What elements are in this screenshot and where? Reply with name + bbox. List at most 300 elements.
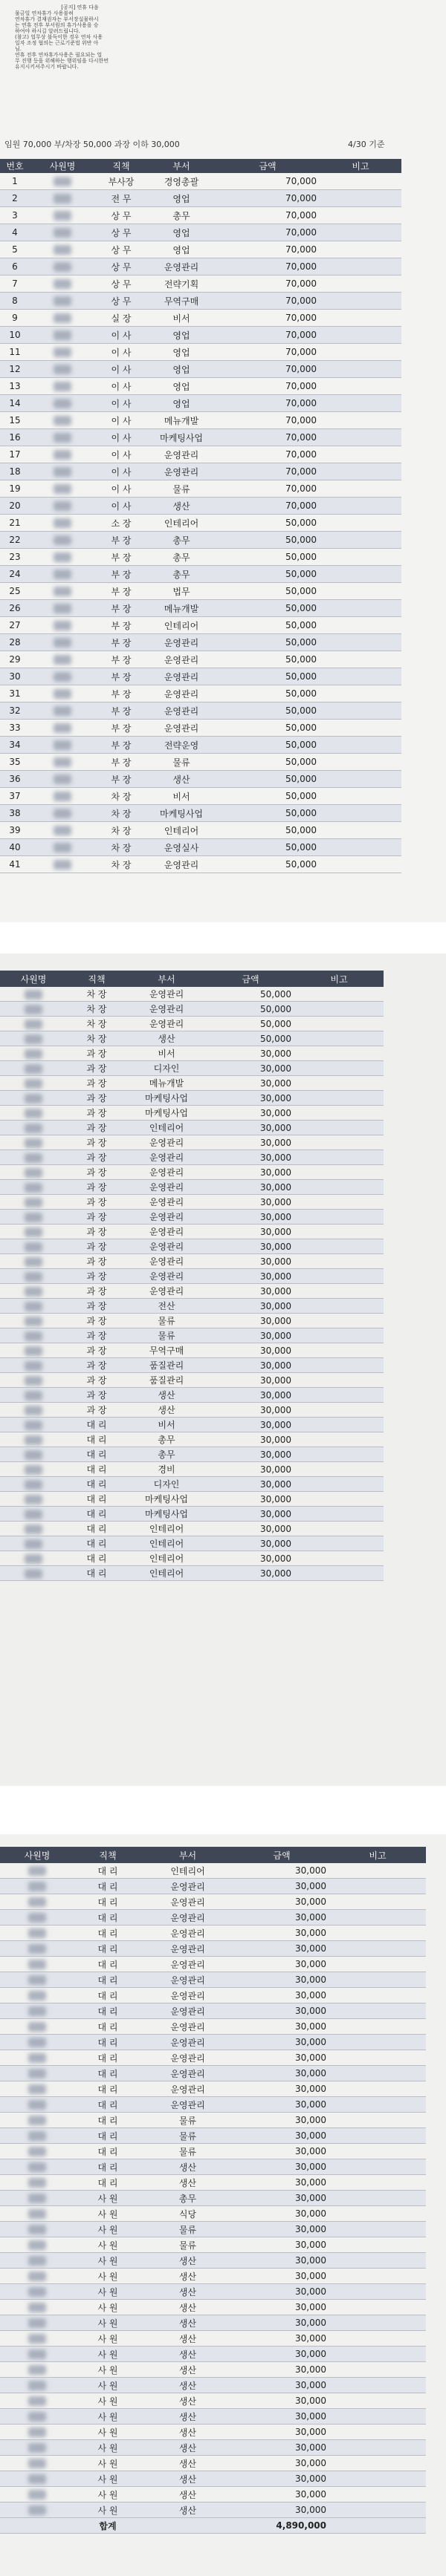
amount-cell: 70,000: [216, 241, 320, 258]
table-row: [0, 1957, 426, 1972]
amount-cell: 50,000: [216, 822, 320, 839]
note-cell: [329, 2003, 426, 2019]
amount-cell: 30,000: [234, 1957, 329, 1972]
name-cell: [0, 1180, 67, 1195]
title-cell: 과 장: [67, 1239, 126, 1254]
amount-cell: 30,000: [234, 2393, 329, 2409]
name-cell: [30, 515, 95, 532]
name-cell: [30, 549, 95, 566]
note-cell: [320, 395, 401, 412]
note-cell: [320, 293, 401, 310]
dept-cell: 운영관리: [126, 1017, 207, 1031]
name-cell: [0, 2050, 74, 2066]
amount-cell: 50,000: [216, 617, 320, 634]
name-cell: [0, 1121, 67, 1135]
table-row: [0, 685, 401, 702]
no-cell: 23: [0, 549, 30, 566]
redacted-name: [54, 518, 71, 528]
note-cell: [329, 2144, 426, 2159]
table-row: [0, 2347, 426, 2362]
note-cell: [329, 2222, 426, 2237]
redacted-name: [54, 245, 71, 255]
allowance-table-1: [0, 159, 401, 873]
table-row: [0, 549, 401, 566]
dept-cell: 운영관리: [126, 1195, 207, 1210]
dept-cell: 운영관리: [126, 1269, 207, 1284]
amount-cell: 30,000: [234, 2175, 329, 2191]
redacted-name: [54, 826, 71, 835]
amount-cell: 30,000: [207, 1076, 294, 1091]
title-cell: 상 무: [95, 241, 147, 258]
table-row: [0, 2502, 426, 2518]
table-row: [0, 224, 401, 241]
redacted-name: [54, 723, 71, 733]
dept-cell: 생산: [141, 2331, 234, 2347]
total-row: [0, 2518, 426, 2534]
name-cell: [0, 2097, 74, 2113]
amount-cell: 30,000: [234, 2113, 329, 2128]
table-row: [0, 771, 401, 788]
redacted-name: [28, 2131, 46, 2141]
name-cell: [0, 2425, 74, 2440]
table-row: [0, 839, 401, 856]
title-cell: 부 장: [95, 634, 147, 651]
title-cell: 사 원: [74, 2206, 141, 2222]
title-cell: 과 장: [67, 1358, 126, 1373]
dept-cell: 운영관리: [126, 1150, 207, 1165]
dept-cell: 메뉴개발: [147, 600, 216, 617]
no-cell: 35: [0, 754, 30, 771]
note-cell: [329, 2440, 426, 2456]
note-cell: [320, 241, 401, 258]
amount-cell: 30,000: [234, 2284, 329, 2300]
dept-cell: 운영관리: [147, 856, 216, 873]
redacted-name: [25, 1272, 42, 1282]
redacted-name: [28, 2318, 46, 2328]
name-cell: [0, 2269, 74, 2284]
title-cell: 이 사: [95, 463, 147, 480]
dept-cell: 인테리어: [126, 1121, 207, 1135]
title-cell: 사 원: [74, 2269, 141, 2284]
notice-line: 무 진행 등을 위해하는 행위임을 다시한번: [15, 58, 109, 64]
amount-cell: 30,000: [234, 2315, 329, 2331]
title-cell: 사 원: [74, 2315, 141, 2331]
amount-cell: 30,000: [207, 1462, 294, 1477]
amount-cell: 30,000: [234, 2362, 329, 2378]
note-cell: [320, 173, 401, 190]
name-cell: [30, 839, 95, 856]
title-cell: 부사장: [95, 173, 147, 190]
no-cell: 38: [0, 805, 30, 822]
title-cell: 과 장: [67, 1225, 126, 1239]
redacted-name: [25, 1020, 42, 1029]
table-row: [0, 1254, 384, 1269]
table-row: [0, 310, 401, 327]
table-row: [0, 2066, 426, 2081]
redacted-name: [28, 2069, 46, 2078]
title-cell: 대 리: [74, 1926, 141, 1941]
no-cell: 12: [0, 361, 30, 378]
dept-cell: 인테리어: [126, 1522, 207, 1536]
dept-cell: 운영관리: [147, 720, 216, 737]
title-cell: 과 장: [67, 1195, 126, 1210]
no-cell: 1: [0, 173, 30, 190]
name-cell: [30, 412, 95, 429]
note-cell: [294, 1566, 384, 1581]
amount-cell: 50,000: [216, 515, 320, 532]
redacted-name: [54, 689, 71, 699]
redacted-name: [28, 2038, 46, 2047]
table-row: [0, 1522, 384, 1536]
table-row: [0, 2222, 426, 2237]
name-cell: [30, 856, 95, 873]
redacted-name: [25, 1554, 42, 1564]
note-cell: [294, 1358, 384, 1373]
redacted-name: [28, 2162, 46, 2172]
no-cell: 16: [0, 429, 30, 446]
title-cell: 과 장: [67, 1373, 126, 1388]
note-cell: [320, 702, 401, 720]
amount-cell: 30,000: [207, 1492, 294, 1507]
amount-cell: 50,000: [216, 549, 320, 566]
amount-cell: 30,000: [234, 2191, 329, 2206]
redacted-name: [54, 279, 71, 289]
title-cell: 과 장: [67, 1210, 126, 1225]
redacted-name: [25, 1361, 42, 1371]
table-row: [0, 1507, 384, 1522]
name-cell: [0, 1957, 74, 1972]
title-cell: 과 장: [67, 1106, 126, 1121]
name-cell: [0, 2144, 74, 2159]
amount-cell: 30,000: [207, 1165, 294, 1180]
title-cell: 상 무: [95, 224, 147, 241]
dept-cell: 메뉴개발: [126, 1076, 207, 1091]
table-row: [0, 1373, 384, 1388]
amount-cell: 30,000: [207, 1343, 294, 1358]
header-name: 사원명: [30, 159, 95, 173]
table-row: [0, 344, 401, 361]
note-cell: [294, 1210, 384, 1225]
name-cell: [0, 1269, 67, 1284]
name-cell: [0, 1358, 67, 1373]
table-row: [0, 2159, 426, 2175]
title-cell: 대 리: [74, 1863, 141, 1879]
note-cell: [329, 2284, 426, 2300]
amount-cell: 30,000: [234, 2003, 329, 2019]
title-cell: 이 사: [95, 446, 147, 463]
note-cell: [329, 2175, 426, 2191]
note-cell: [329, 2300, 426, 2315]
table-row: [0, 1972, 426, 1988]
table-row: [0, 2300, 426, 2315]
table-row: [0, 532, 401, 549]
name-cell: [0, 1894, 74, 1910]
redacted-name: [25, 1495, 42, 1504]
redacted-name: [25, 1198, 42, 1207]
redacted-name: [54, 792, 71, 801]
note-cell: [329, 1910, 426, 1926]
name-cell: [0, 2315, 74, 2331]
dept-cell: 경비: [126, 1462, 207, 1477]
dept-cell: 영업: [147, 190, 216, 207]
name-cell: [30, 463, 95, 480]
redacted-name: [25, 1525, 42, 1534]
table-row: [0, 1076, 384, 1091]
table-row: [0, 1926, 426, 1941]
header-title: 직책: [95, 159, 147, 173]
amount-cell: 30,000: [207, 1373, 294, 1388]
dept-cell: 생산: [141, 2269, 234, 2284]
note-cell: [294, 1551, 384, 1566]
note-cell: [329, 2269, 426, 2284]
dept-cell: 영업: [147, 378, 216, 395]
note-cell: [294, 1254, 384, 1269]
no-cell: 33: [0, 720, 30, 737]
name-cell: [30, 378, 95, 395]
dept-cell: 운영관리: [126, 1180, 207, 1195]
dept-cell: 마케팅사업: [126, 1492, 207, 1507]
no-cell: 2: [0, 190, 30, 207]
title-cell: 과 장: [67, 1121, 126, 1135]
redacted-name: [25, 1450, 42, 1460]
name-cell: [30, 600, 95, 617]
note-cell: [320, 839, 401, 856]
table-row: [0, 2097, 426, 2113]
name-cell: [30, 754, 95, 771]
amount-cell: 30,000: [234, 2206, 329, 2222]
dept-cell: 운영관리: [141, 1910, 234, 1926]
title-cell: 차 장: [95, 805, 147, 822]
amount-cell: 30,000: [207, 1507, 294, 1522]
redacted-name: [25, 1302, 42, 1311]
name-cell: [30, 532, 95, 549]
title-cell: 과 장: [67, 1328, 126, 1343]
redacted-name: [28, 2100, 46, 2110]
amount-cell: 50,000: [216, 583, 320, 600]
header-note: 비고: [320, 159, 401, 173]
title-cell: 이 사: [95, 378, 147, 395]
amount-cell: 30,000: [207, 1328, 294, 1343]
no-cell: 31: [0, 685, 30, 702]
title-cell: 대 리: [67, 1507, 126, 1522]
name-cell: [0, 1972, 74, 1988]
header-amount: 금액: [234, 1847, 329, 1863]
note-cell: [329, 2471, 426, 2487]
dept-cell: 마케팅사업: [147, 805, 216, 822]
header-dept: 부서: [141, 1847, 234, 1863]
dept-cell: 운영관리: [147, 446, 216, 463]
name-cell: [0, 2066, 74, 2081]
table-row: [0, 1091, 384, 1106]
dept-cell: 운영관리: [141, 1941, 234, 1957]
amount-cell: 50,000: [216, 856, 320, 873]
no-cell: 18: [0, 463, 30, 480]
note-cell: [294, 1522, 384, 1536]
title-cell: 대 리: [74, 2097, 141, 2113]
amount-cell: 30,000: [234, 2300, 329, 2315]
name-cell: [0, 1106, 67, 1121]
redacted-name: [25, 1480, 42, 1490]
redacted-name: [28, 2505, 46, 2515]
name-cell: [0, 1343, 67, 1358]
note-cell: [329, 2128, 426, 2144]
table-row: [0, 293, 401, 310]
redacted-name: [28, 1897, 46, 1907]
dept-cell: 생산: [147, 498, 216, 515]
table-row: [0, 1061, 384, 1076]
dept-cell: 운영관리: [141, 1894, 234, 1910]
amount-cell: 30,000: [207, 1388, 294, 1403]
amount-cell: 70,000: [216, 207, 320, 224]
amount-cell: 30,000: [234, 2066, 329, 2081]
title-cell: 대 리: [67, 1492, 126, 1507]
name-cell: [0, 2222, 74, 2237]
amount-cell: 30,000: [207, 1314, 294, 1328]
title-cell: 대 리: [74, 2113, 141, 2128]
redacted-name: [54, 467, 71, 477]
table-row: [0, 1863, 426, 1879]
name-cell: [0, 2206, 74, 2222]
name-cell: [30, 822, 95, 839]
title-cell: 사 원: [74, 2440, 141, 2456]
name-cell: [30, 737, 95, 754]
amount-cell: 70,000: [216, 412, 320, 429]
table-row: [0, 1002, 384, 1017]
name-cell: [0, 1926, 74, 1941]
name-cell: [0, 2159, 74, 2175]
note-cell: [329, 2456, 426, 2471]
amount-cell: 30,000: [207, 1432, 294, 1447]
title-cell: 사 원: [74, 2425, 141, 2440]
dept-cell: 생산: [141, 2409, 234, 2425]
title-cell: 대 리: [74, 1894, 141, 1910]
dept-cell: 생산: [141, 2175, 234, 2191]
no-cell: 11: [0, 344, 30, 361]
note-cell: [294, 1239, 384, 1254]
dept-cell: 운영관리: [126, 1002, 207, 1017]
name-cell: [30, 771, 95, 788]
amount-cell: 30,000: [234, 2347, 329, 2362]
note-cell: [294, 1002, 384, 1017]
title-cell: 대 리: [74, 1941, 141, 1957]
amount-cell: 30,000: [207, 1551, 294, 1566]
name-cell: [0, 2456, 74, 2471]
redacted-name: [28, 1960, 46, 1969]
name-cell: [0, 1910, 74, 1926]
amount-cell: 50,000: [216, 634, 320, 651]
no-cell: 25: [0, 583, 30, 600]
table-row: [0, 2035, 426, 2050]
redacted-name: [54, 330, 71, 340]
redacted-name: [25, 1257, 42, 1267]
notice-line: 님.: [15, 46, 22, 52]
note-cell: [294, 1418, 384, 1432]
redacted-name: [28, 1975, 46, 1985]
table-row: [0, 241, 401, 258]
table-row: [0, 1135, 384, 1150]
title-cell: 대 리: [74, 2144, 141, 2159]
amount-cell: 50,000: [216, 566, 320, 583]
redacted-name: [28, 2334, 46, 2344]
redacted-name: [25, 1124, 42, 1133]
dept-cell: 총무: [126, 1432, 207, 1447]
redacted-name: [25, 1034, 42, 1044]
name-cell: [30, 395, 95, 412]
note-cell: [329, 2050, 426, 2066]
note-cell: [320, 566, 401, 583]
amount-cell: 50,000: [207, 1002, 294, 1017]
amount-cell: 30,000: [207, 1418, 294, 1432]
table-row: [0, 1106, 384, 1121]
note-cell: [294, 1017, 384, 1031]
dept-cell: 생산: [126, 1403, 207, 1418]
table-row: [0, 1210, 384, 1225]
amount-cell: 30,000: [234, 2331, 329, 2347]
name-cell: [30, 668, 95, 685]
name-cell: [0, 1017, 67, 1031]
dept-cell: 운영관리: [147, 668, 216, 685]
amount-cell: 30,000: [234, 2487, 329, 2502]
name-cell: [0, 2502, 74, 2518]
name-cell: [30, 685, 95, 702]
amount-cell: 30,000: [234, 2144, 329, 2159]
redacted-name: [25, 1079, 42, 1089]
amount-cell: 50,000: [216, 600, 320, 617]
table-row: [0, 634, 401, 651]
amount-cell: 30,000: [234, 1910, 329, 1926]
amount-cell: 30,000: [207, 1239, 294, 1254]
name-cell: [0, 1551, 67, 1566]
redacted-name: [54, 552, 71, 562]
note-cell: [320, 720, 401, 737]
table-row: [0, 1328, 384, 1343]
redacted-name: [25, 1005, 42, 1014]
table-row: [0, 822, 401, 839]
amount-cell: 30,000: [234, 2378, 329, 2393]
dept-cell: 생산: [141, 2456, 234, 2471]
name-cell: [0, 1418, 67, 1432]
title-cell: 부 장: [95, 532, 147, 549]
note-cell: [329, 2237, 426, 2253]
note-cell: [294, 1135, 384, 1150]
title-cell: 사 원: [74, 2502, 141, 2518]
dept-cell: 영업: [147, 327, 216, 344]
dept-cell: 전략기획: [147, 275, 216, 293]
table-row: [0, 258, 401, 275]
note-cell: [294, 1447, 384, 1462]
redacted-name: [25, 1094, 42, 1103]
redacted-name: [28, 2381, 46, 2390]
dept-cell: 비서: [147, 788, 216, 805]
name-cell: [0, 2019, 74, 2035]
allowance-table-2: [0, 971, 384, 1581]
notice-line: 연휴 전후 연차휴가사용은 필요되는 업: [15, 52, 103, 58]
table-row: [0, 2128, 426, 2144]
name-cell: [30, 310, 95, 327]
dept-cell: 비서: [147, 310, 216, 327]
total-amount: 4,890,000: [234, 2518, 329, 2534]
amount-cell: 30,000: [234, 1988, 329, 2003]
title-cell: 대 리: [74, 2066, 141, 2081]
dept-cell: 총무: [126, 1447, 207, 1462]
note-cell: [320, 771, 401, 788]
note-cell: [294, 1180, 384, 1195]
header-dept: 부서: [147, 159, 216, 173]
redacted-name: [54, 809, 71, 818]
name-cell: [30, 207, 95, 224]
redacted-name: [54, 194, 71, 203]
amount-cell: 50,000: [216, 532, 320, 549]
